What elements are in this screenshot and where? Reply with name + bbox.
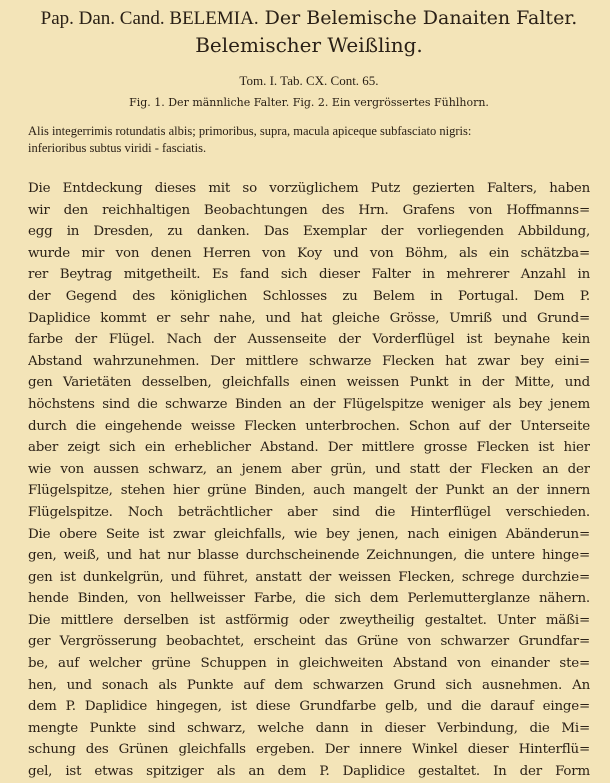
text-line: be, auf welcher grüne Schuppen in gleichweiten Abstand von einander ste= <box>28 656 590 672</box>
text-line: ger Vergrösserung beobachtet, erscheint das Grüne von schwarzer Grundfar= <box>28 634 590 650</box>
text-line: gen ist dunkelgrün, und führet, anstatt der weissen Flecken, schrege durchzie= <box>28 569 590 585</box>
text-line: gen Varietäten desselben, gleichfalls einen weissen Punkt in der Mitte, und <box>28 375 590 391</box>
text-line: Die Entdeckung dieses mit so vorzüglichem Putz gezierten Falters, haben <box>28 181 590 196</box>
text-line: Abstand wahrzunehmen. Der mittlere schwarze Flecken hat zwar bey eini= <box>28 353 590 369</box>
text-line: Flügelspitze, stehen hier grüne Binden, auch mangelt der Punkt an der innern <box>28 483 590 499</box>
text-line: gel, ist etwas spitziger als an dem P. Daplidice gestaltet. In der Form <box>28 764 590 780</box>
text-line: durch die eingehende weisse Flecken unterbrochen. Schon auf der Unterseite <box>28 418 590 434</box>
title-latin: Pap. Dan. Cand. BELEMIA. <box>40 8 259 29</box>
latin-diagnosis-line: Alis integerrimis rotundatis albis; primoribus, supra, macula apiceque subfasciato nigris: <box>28 124 472 138</box>
text-line: dem P. Daplidice hingegen, ist diese Grundfarbe gelb, und die darauf einge= <box>28 699 590 715</box>
text-line: wie von aussen schwarz, an jenem aber grün, und statt der Flecken an der <box>28 461 590 477</box>
text-line: der Gegend des königlichen Schlosses zu Belem in Portugal. Dem P. <box>28 288 590 304</box>
text-line: hen, und sonach als Punkte auf dem schwarzen Grund sich ausnehmen. An <box>28 677 590 693</box>
page-subtitle: Belemischer Weißling. <box>195 33 423 57</box>
text-line: Flügelspitze. Noch beträchtlicher aber sind die Hinterflügel verschieden. <box>28 504 590 520</box>
text-line: Daplidice kommt er sehr nahe, und hat gleiche Grösse, Umriß und Grund= <box>28 310 590 326</box>
text-line: schung des Grünen gleichfalls ergeben. Der innere Winkel dieser Hinterflü= <box>28 742 590 758</box>
figure-captions: Fig. 1. Der männliche Falter. Fig. 2. Ein vergrössertes Fühlhorn. <box>129 96 489 109</box>
text-line: wir den reichhaltigen Beobachtungen des Hrn. Grafens von Hoffmanns= <box>28 202 590 218</box>
text-line: rer Beytrag mitgetheilt. Es fand sich dieser Falter in mehrerer Anzahl in <box>28 267 590 283</box>
text-line: hende Binden, von hellweisser Farbe, die sich dem Perlemutterglanze nähern. <box>28 591 590 607</box>
title-german: Der Belemische Danaiten Falter. <box>264 7 578 29</box>
text-line: aber zeigt sich ein erheblicher Abstand. Der mittlere grosse Flecken ist hier <box>28 440 590 456</box>
text-line: Die obere Seite ist zwar gleichfalls, wie bey jenen, nach einigen Abänderun= <box>28 526 590 542</box>
text-line: gen, weiß, und hat nur blasse durchscheinende Zeichnungen, die untere hinge= <box>28 548 590 564</box>
text-line: mengte Punkte sind schwarz, welche dann in dieser Verbindung, die Mi= <box>28 720 590 736</box>
plate-reference: Tom. I. Tab. CX. Cont. 65. <box>239 73 379 88</box>
text-line: höchstens sind die schwarze Binden an der Flügelspitze weniger als bey jenem <box>28 396 590 412</box>
body-text <box>28 178 590 783</box>
latin-diagnosis <box>28 123 590 157</box>
text-line: Die mittlere derselben ist astförmig oder zweytheilig gestaltet. Unter mäßi= <box>28 612 590 628</box>
page-title <box>28 6 590 31</box>
text-line: farbe der Flügel. Nach der Aussenseite der Vorderflügel ist beynahe kein <box>28 332 590 348</box>
text-line: egg in Dresden, zu danken. Das Exemplar der vorliegenden Abbildung, <box>28 224 590 240</box>
text-line: wurde mir von denen Herren von Koy und von Böhm, als ein schätzba= <box>28 245 590 261</box>
latin-diagnosis-line: inferioribus subtus viridi - fasciatis. <box>28 141 207 155</box>
